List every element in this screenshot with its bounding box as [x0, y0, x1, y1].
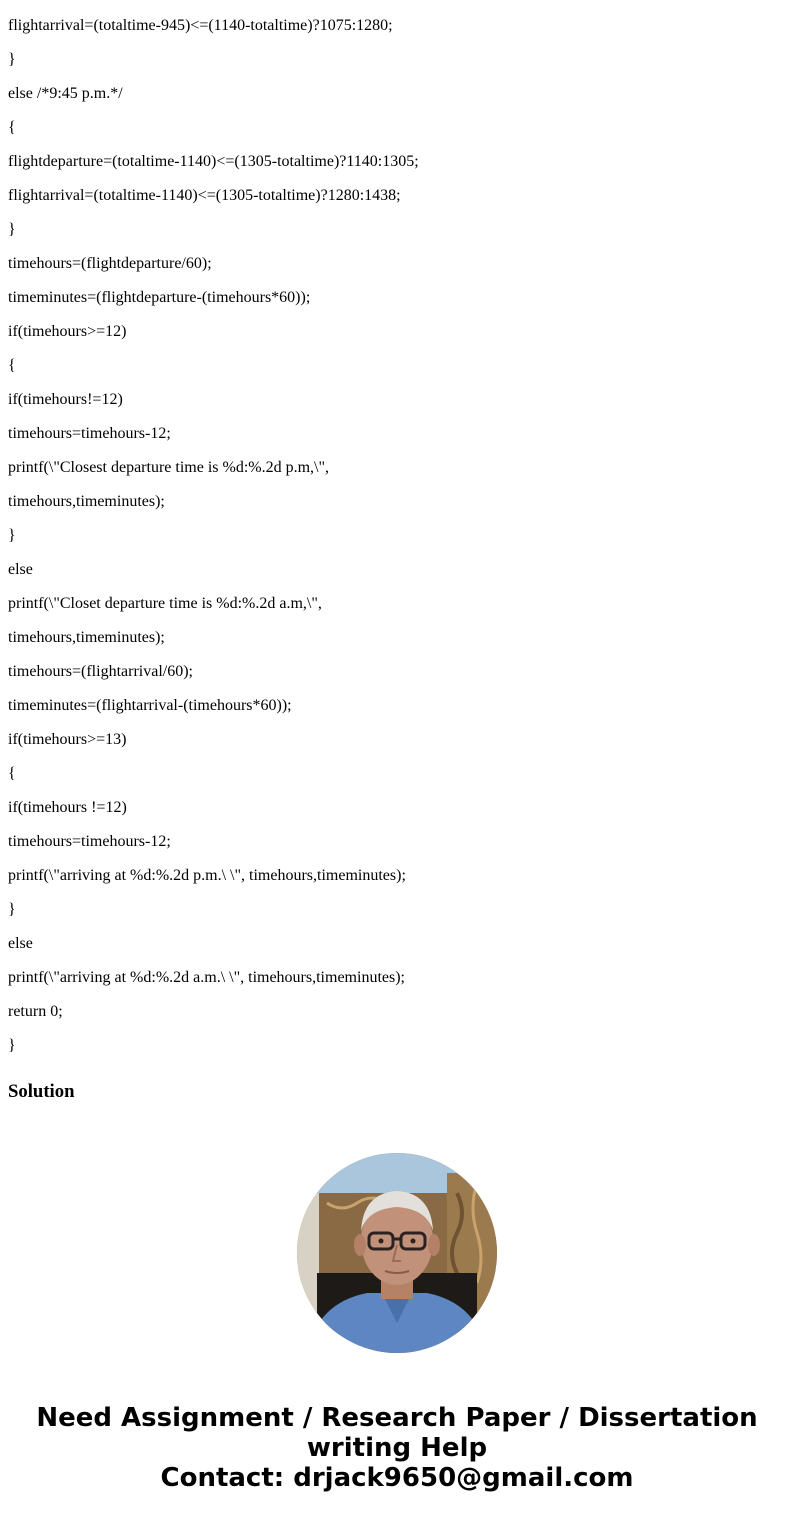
code-line: flightdeparture=(totaltime-1140)<=(1305-totaltime)?1140:1305;: [8, 153, 419, 170]
code-line: timehours=timehours-12;: [8, 425, 171, 442]
code-line: }: [8, 527, 16, 544]
code-line: timeminutes=(flightdeparture-(timehours*60));: [8, 289, 311, 306]
author-avatar: [297, 1153, 497, 1353]
code-line: printf(\"arriving at %d:%.2d a.m.\ \", timehours,timeminutes);: [8, 969, 405, 986]
promo-banner: [0, 1403, 794, 1493]
code-line: if(timehours !=12): [8, 799, 127, 816]
code-line: timehours=(flightarrival/60);: [8, 663, 193, 680]
code-line: else: [8, 935, 33, 952]
promo-contact: Contact: drjack9650@gmail.com: [160, 1463, 634, 1493]
code-line: else /*9:45 p.m.*/: [8, 85, 123, 102]
promo-line-2: writing Help: [306, 1433, 488, 1463]
code-line: timehours=timehours-12;: [8, 833, 171, 850]
code-line: else: [8, 561, 33, 578]
code-line: flightarrival=(totaltime-1140)<=(1305-totaltime)?1280:1438;: [8, 187, 401, 204]
code-line: timehours,timeminutes);: [8, 629, 165, 646]
code-line: flightarrival=(totaltime-945)<=(1140-totaltime)?1075:1280;: [8, 17, 393, 34]
code-line: {: [8, 357, 16, 374]
code-listing: [8, 0, 788, 1071]
code-line: if(timehours!=12): [8, 391, 123, 408]
code-line: printf(\"Closest departure time is %d:%.2d p.m,\",: [8, 459, 330, 476]
code-line: if(timehours>=13): [8, 731, 127, 748]
code-line: timehours=(flightdeparture/60);: [8, 255, 212, 272]
code-line: printf(\"Closet departure time is %d:%.2d a.m,\",: [8, 595, 322, 612]
code-line: timeminutes=(flightarrival-(timehours*60));: [8, 697, 292, 714]
code-line: if(timehours>=12): [8, 323, 127, 340]
code-line: [8, 0, 788, 1]
code-line: return 0;: [8, 1003, 63, 1020]
code-line: }: [8, 901, 16, 918]
code-line: }: [8, 1037, 16, 1054]
code-line: {: [8, 119, 16, 136]
code-line: {: [8, 765, 16, 782]
code-line: printf(\"arriving at %d:%.2d p.m.\ \", timehours,timeminutes);: [8, 867, 406, 884]
author-portrait-image: [297, 1153, 497, 1353]
code-line: timehours,timeminutes);: [8, 493, 165, 510]
code-line: }: [8, 221, 16, 238]
solution-heading: Solution: [8, 1081, 75, 1102]
promo-line-1: Need Assignment / Research Paper / Dissertation: [36, 1403, 758, 1433]
code-line: }: [8, 51, 16, 68]
